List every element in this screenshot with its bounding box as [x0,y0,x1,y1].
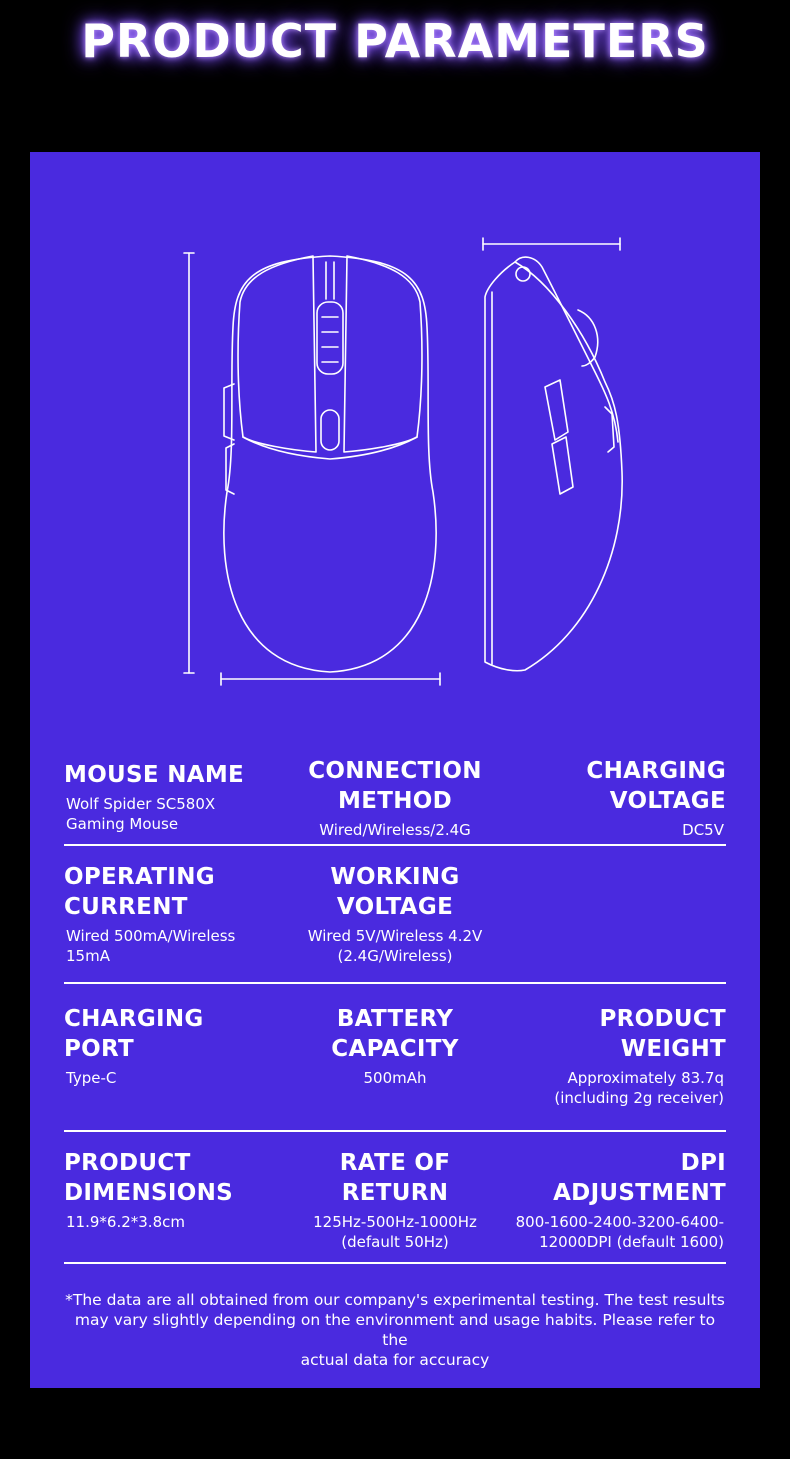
length-dimension-line [483,238,620,250]
disclaimer-text: *The data are all obtained from our company's experimental testing. The test results may vary slightly depending on the environment and usage habits. Please refer to the actual data for accuracy [65,1291,725,1369]
spec-table [64,756,726,1264]
spec-value: Approximately 83.7q (including 2g receiver) [554,1069,724,1107]
spec-label: BATTERY CAPACITY [331,1006,459,1062]
mouse-line-drawing [30,152,760,712]
spec-value: Wolf Spider SC580X Gaming Mouse [66,795,216,833]
spec-operating-current [64,862,304,966]
spec-product-weight [466,1004,726,1108]
spec-label: CHARGING VOLTAGE [586,758,726,814]
spec-value: Wired/Wireless/2.4G [319,821,471,839]
height-dimension-line [184,253,194,673]
mouse-side-view [485,257,622,671]
page-title: PRODUCT PARAMETERS [81,14,709,68]
spec-charging-port [64,1004,304,1088]
spec-working-voltage [284,862,506,966]
spec-product-dimensions [64,1148,304,1232]
spec-panel [30,152,760,1388]
spec-label: CHARGING PORT [64,1006,204,1062]
spec-row [64,1132,726,1264]
spec-label: MOUSE NAME [64,762,245,788]
spec-label: RATE OF RETURN [339,1150,451,1206]
spec-value: DC5V [682,821,724,839]
spec-value: 500mAh [363,1069,427,1087]
spec-label: WORKING VOLTAGE [330,864,460,920]
spec-value: 125Hz-500Hz-1000Hz (default 50Hz) [313,1213,477,1251]
spec-value: Wired 5V/Wireless 4.2V (2.4G/Wireless) [307,927,483,965]
spec-dpi-adjustment [466,1148,726,1252]
spec-row [64,756,726,846]
mouse-top-view [224,256,436,672]
spec-row [64,846,726,984]
width-dimension-line [221,673,440,685]
spec-label: CONNECTION METHOD [308,758,482,814]
spec-label: OPERATING CURRENT [64,864,215,920]
spec-mouse-name [64,760,304,834]
spec-label: PRODUCT WEIGHT [599,1006,726,1062]
spec-row [64,984,726,1132]
spec-value: 11.9*6.2*3.8cm [66,1213,185,1231]
spec-label: PRODUCT DIMENSIONS [64,1150,233,1206]
spec-empty-cell [466,862,726,866]
spec-label: DPI ADJUSTMENT [553,1150,726,1206]
spec-value: Type-C [66,1069,117,1087]
spec-value: Wired 500mA/Wireless 15mA [66,927,236,965]
spec-value: 800-1600-2400-3200-6400- 12000DPI (default 1600) [515,1213,724,1251]
spec-charging-voltage [466,756,726,840]
